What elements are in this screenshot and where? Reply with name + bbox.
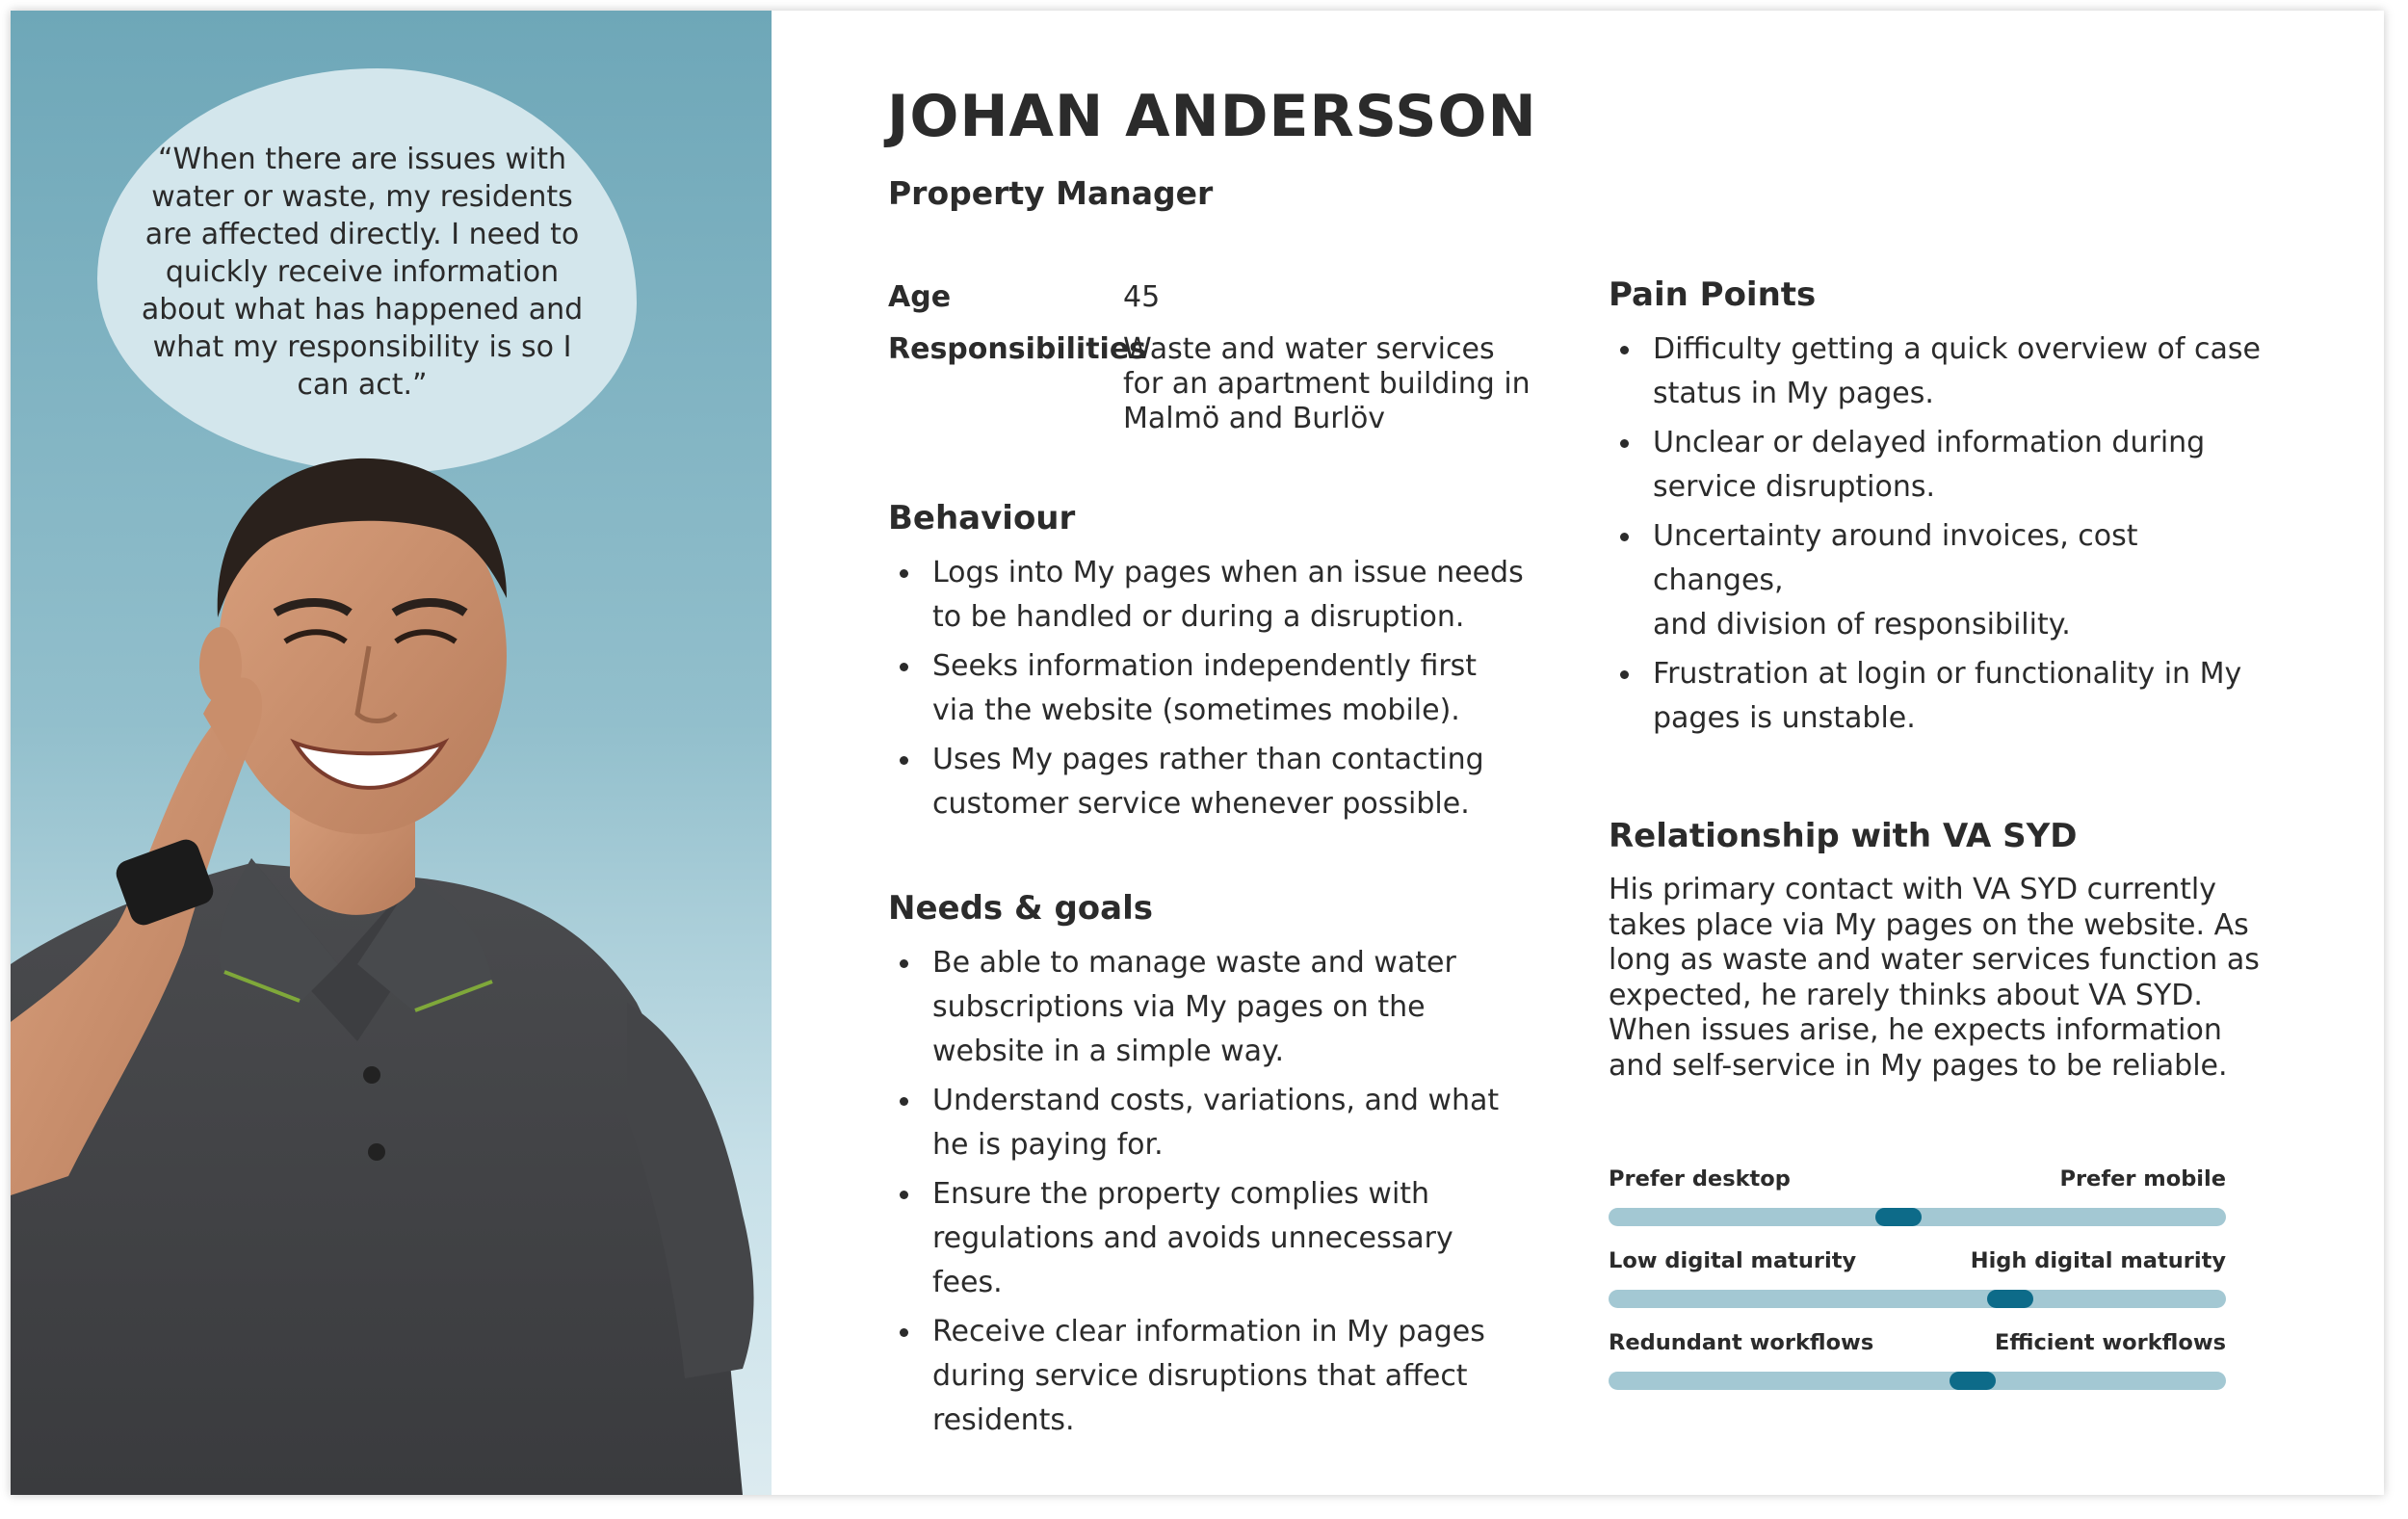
scale-knob [1950, 1372, 1996, 1390]
scale-left-label: Prefer desktop [1609, 1166, 1791, 1192]
persona-role: Property Manager [888, 174, 1214, 212]
scale-left-label: Redundant workflows [1609, 1330, 1874, 1355]
scale-digital-maturity [1609, 1248, 2226, 1277]
list-item: Unclear or delayed information during service disruptions. [1609, 421, 2264, 510]
list-item: Seeks information independently first via the website (sometimes mobile). [888, 644, 1524, 733]
pain-points-heading: Pain Points [1609, 275, 1817, 314]
pain-points-list [1609, 327, 2264, 746]
list-item: Ensure the property complies with regulations and avoids unnecessary fees. [888, 1172, 1524, 1305]
list-item: Frustration at login or functionality in My pages is unstable. [1609, 652, 2264, 741]
scale-track [1609, 1290, 2226, 1308]
list-item: Receive clear information in My pages during service disruptions that affect residents. [888, 1310, 1524, 1443]
list-item: Uses My pages rather than contacting customer service whenever possible. [888, 738, 1524, 826]
scale-track [1609, 1372, 2226, 1390]
scale-knob [1987, 1290, 2033, 1308]
persona-card [11, 11, 2384, 1495]
age-label: Age [888, 280, 952, 314]
responsibilities-label: Responsibilities [888, 332, 1147, 366]
responsibilities-value: Waste and water services for an apartment building in Malmö and Burlöv [1123, 332, 1531, 435]
persona-content [11, 11, 2384, 1495]
behaviour-list [888, 551, 1524, 831]
list-item: Logs into My pages when an issue needs to be handled or during a disruption. [888, 551, 1524, 640]
scale-right-label: Prefer mobile [2059, 1166, 2226, 1192]
persona-quote: “When there are issues with water or waste, my residents are affected directly. I need to quickly receive information about what has happened and what my responsibility is so I can act.” [141, 143, 584, 402]
relationship-text: His primary contact with VA SYD currently takes place via My pages on the website. As long as waste and water services function as expected, he rarely thinks about VA SYD. When issues arise, he expects information and self-service in My pages to be reliable. [1609, 873, 2260, 1083]
scale-right-label: High digital maturity [1970, 1248, 2226, 1273]
behaviour-heading: Behaviour [888, 499, 1076, 537]
list-item: Uncertainty around invoices, cost changes, and division of responsibility. [1609, 514, 2264, 647]
persona-name: JOHAN ANDERSSON [887, 83, 1537, 150]
scale-workflows [1609, 1330, 2226, 1359]
list-item: Difficulty getting a quick overview of case status in My pages. [1609, 327, 2264, 416]
scale-knob [1875, 1208, 1922, 1226]
list-item: Understand costs, variations, and what he is paying for. [888, 1079, 1524, 1167]
age-value: 45 [1123, 280, 1161, 314]
needs-list [888, 941, 1524, 1448]
list-item: Be able to manage waste and water subscriptions via My pages on the website in a simple way. [888, 941, 1524, 1074]
scale-track [1609, 1208, 2226, 1226]
needs-heading: Needs & goals [888, 889, 1154, 928]
scale-right-label: Efficient workflows [1995, 1330, 2226, 1355]
relationship-heading: Relationship with VA SYD [1609, 817, 2078, 855]
scale-desktop-mobile [1609, 1166, 2226, 1195]
scale-left-label: Low digital maturity [1609, 1248, 1857, 1273]
